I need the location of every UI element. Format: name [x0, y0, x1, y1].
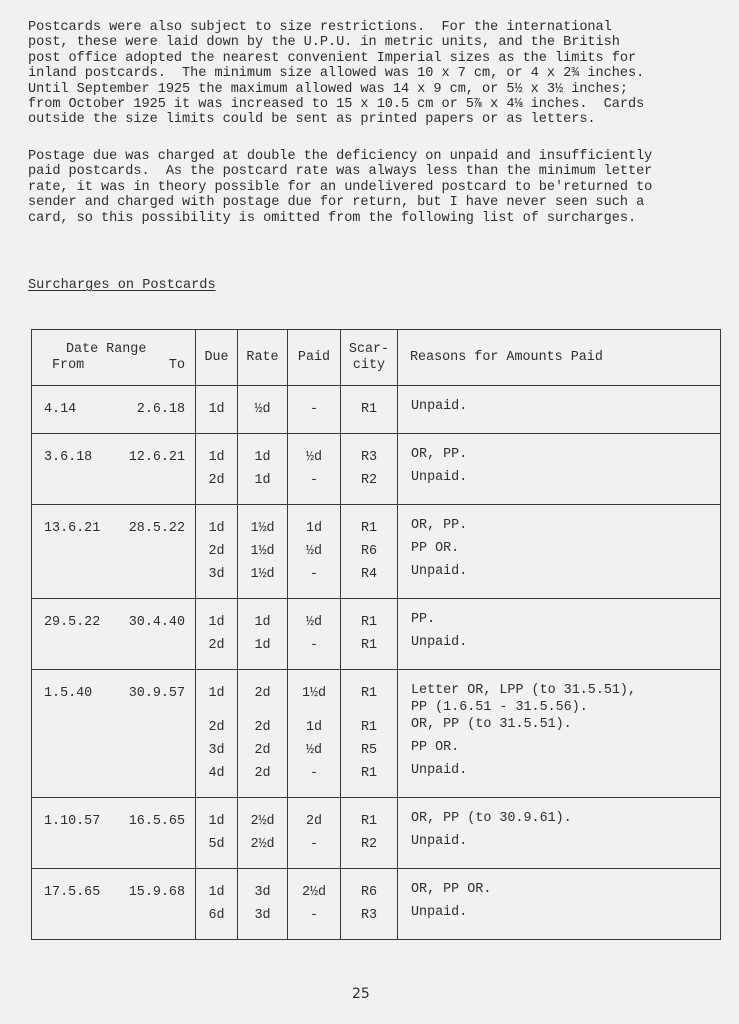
scarcity-cell: R1: [341, 716, 398, 739]
date-range-cell: [32, 670, 196, 717]
table-row: [32, 762, 721, 798]
table-row: [32, 599, 721, 635]
due-cell: 2d: [196, 634, 238, 670]
paragraph-line: outside the size limits could be sent as printed papers or as letters.: [28, 112, 596, 128]
date-range-cell: [32, 434, 196, 470]
scarcity-cell: R3: [341, 434, 398, 470]
reason-line: Unpaid.: [411, 635, 468, 650]
due-cell: 5d: [196, 833, 238, 869]
due-cell: 1d: [196, 599, 238, 635]
paid-cell: -: [288, 904, 341, 940]
page-number: 25: [352, 986, 370, 1002]
paragraph-line: paid postcards. As the postcard rate was always less than the minimum letter: [28, 164, 653, 180]
due-cell: 1d: [196, 670, 238, 717]
paid-cell: ½d: [288, 739, 341, 762]
due-cell: 1d: [196, 869, 238, 905]
table-row: [32, 670, 721, 717]
paragraph-line: post office adopted the nearest convenient Imperial sizes as the limits for: [28, 50, 637, 66]
table-row: [32, 563, 721, 599]
rate-cell: 1d: [238, 599, 288, 635]
due-cell: 3d: [196, 563, 238, 599]
reason-line: Unpaid.: [411, 470, 468, 485]
scarcity-cell: R6: [341, 540, 398, 563]
paragraph-line: from October 1925 it was increased to 15 x 10.5 cm or 5⅞ x 4⅛ inches. Cards: [28, 97, 645, 113]
date-to: 30.4.40: [128, 615, 185, 630]
table-row: [32, 833, 721, 869]
scarcity-cell: R1: [341, 634, 398, 670]
date-from: 4.14: [44, 402, 77, 417]
rate-cell: 1½d: [238, 540, 288, 563]
date-range-cell: [32, 869, 196, 905]
paid-cell: 1d: [288, 716, 341, 739]
rate-cell: 1d: [238, 634, 288, 670]
due-cell: 1d: [196, 386, 238, 434]
reason-line: OR, PP (to 30.9.61).: [411, 811, 572, 826]
reason-line: Letter OR, LPP (to 31.5.51),: [411, 683, 636, 698]
paragraph-line: sender and charged with postage due for return, but I have never seen such a: [28, 195, 645, 211]
reason-line: OR, PP (to 31.5.51).: [411, 717, 572, 732]
reason-line: PP OR.: [411, 740, 460, 755]
date-range-group: [32, 386, 721, 434]
scarcity-cell: R1: [341, 762, 398, 798]
scarcity-cell: R6: [341, 869, 398, 905]
reason-line: PP.: [411, 612, 436, 627]
date-range-group: [32, 869, 721, 940]
date-range-cell: [32, 599, 196, 635]
rate-cell: 2d: [238, 670, 288, 717]
date-range-cell: [32, 386, 196, 434]
paragraph-postage-due: [28, 149, 728, 226]
rate-cell: 2½d: [238, 798, 288, 834]
date-range-group: [32, 670, 721, 798]
due-cell: 1d: [196, 798, 238, 834]
due-cell: 2d: [196, 540, 238, 563]
date-range-cell: [32, 469, 196, 505]
date-range-cell: [32, 833, 196, 869]
scarcity-cell: R2: [341, 833, 398, 869]
paragraph-line: Postcards were also subject to size restrictions. For the international: [28, 20, 612, 35]
reason-line: Unpaid.: [411, 834, 468, 849]
reason-line: Unpaid.: [411, 399, 468, 414]
header-date-range-label: Date Range: [66, 341, 147, 357]
rate-cell: 2d: [238, 716, 288, 739]
reason-line: OR, PP OR.: [411, 882, 492, 897]
table-row: [32, 634, 721, 670]
paid-cell: 2½d: [288, 869, 341, 905]
header-reasons: Reasons for Amounts Paid: [398, 330, 721, 386]
paragraph-line: Until September 1925 the maximum allowed was 14 x 9 cm, or 5½ x 3½ inches;: [28, 81, 628, 97]
reason-line: Unpaid.: [411, 763, 468, 778]
date-range-cell: [32, 563, 196, 599]
header-date-range: [32, 330, 196, 386]
reason-line: PP (1.6.51 - 31.5.56).: [411, 700, 588, 715]
reason-cell: [398, 599, 721, 635]
reason-cell: [398, 505, 721, 541]
reason-line: Unpaid.: [411, 905, 468, 920]
rate-cell: 1½d: [238, 505, 288, 541]
reason-cell: [398, 634, 721, 670]
rate-cell: 2½d: [238, 833, 288, 869]
header-scarcity: [341, 330, 398, 386]
rate-cell: 3d: [238, 869, 288, 905]
header-rate: Rate: [238, 330, 288, 386]
paid-cell: ½d: [288, 599, 341, 635]
date-range-cell: [32, 540, 196, 563]
paid-cell: -: [288, 762, 341, 798]
date-from: 1.10.57: [44, 814, 101, 829]
header-scarcity-line1: Scar-: [348, 341, 390, 357]
rate-cell: 3d: [238, 904, 288, 940]
scarcity-cell: R3: [341, 904, 398, 940]
rate-cell: 2d: [238, 739, 288, 762]
due-cell: 1d: [196, 505, 238, 541]
paid-cell: 2d: [288, 798, 341, 834]
paid-cell: 1½d: [288, 670, 341, 717]
due-cell: 1d: [196, 434, 238, 470]
paid-cell: -: [288, 469, 341, 505]
reason-cell: [398, 869, 721, 905]
table-row: [32, 434, 721, 470]
rate-cell: ½d: [238, 386, 288, 434]
scarcity-cell: R1: [341, 599, 398, 635]
paragraph-line: post, these were laid down by the U.P.U. in metric units, and the British: [28, 35, 620, 51]
scarcity-cell: R1: [341, 505, 398, 541]
date-from: 17.5.65: [44, 885, 101, 900]
paid-cell: -: [288, 634, 341, 670]
table-row: [32, 716, 721, 739]
reason-cell: [398, 762, 721, 798]
date-to: 2.6.18: [136, 402, 185, 417]
reason-line: OR, PP.: [411, 518, 468, 533]
header-from: From: [52, 357, 85, 373]
table-row: [32, 869, 721, 905]
header-paid: Paid: [288, 330, 341, 386]
paid-cell: ½d: [288, 540, 341, 563]
paid-cell: 1d: [288, 505, 341, 541]
paragraph-size-restrictions: [28, 20, 728, 128]
due-cell: 6d: [196, 904, 238, 940]
reason-cell: [398, 798, 721, 834]
table-row: [32, 798, 721, 834]
rate-cell: 1d: [238, 469, 288, 505]
reason-cell: [398, 540, 721, 563]
date-range-group: [32, 798, 721, 869]
date-to: 28.5.22: [128, 521, 185, 536]
paragraph-line: Postage due was charged at double the deficiency on unpaid and insufficiently: [28, 149, 653, 164]
due-cell: 4d: [196, 762, 238, 798]
header-to: To: [168, 357, 185, 373]
reason-cell: [398, 434, 721, 470]
date-range-cell: [32, 505, 196, 541]
reason-cell: [398, 469, 721, 505]
paid-cell: ½d: [288, 434, 341, 470]
date-range-group: [32, 599, 721, 670]
date-range-group: [32, 505, 721, 599]
date-from: 1.5.40: [44, 686, 93, 701]
date-range-cell: [32, 739, 196, 762]
table-row: [32, 540, 721, 563]
paragraph-line: card, so this possibility is omitted from the following list of surcharges.: [28, 210, 637, 226]
reason-cell: [398, 386, 721, 434]
due-cell: 2d: [196, 469, 238, 505]
reason-cell: [398, 670, 721, 717]
reason-cell: [398, 833, 721, 869]
reason-line: PP OR.: [411, 541, 460, 556]
rate-cell: 2d: [238, 762, 288, 798]
table-heading: Surcharges on Postcards: [28, 278, 216, 293]
paragraph-line: inland postcards. The minimum size allowed was 10 x 7 cm, or 4 x 2¾ inches.: [28, 66, 645, 82]
header-due: Due: [196, 330, 238, 386]
date-to: 30.9.57: [128, 686, 185, 701]
due-cell: 3d: [196, 739, 238, 762]
table-row: [32, 739, 721, 762]
table-row: [32, 469, 721, 505]
due-cell: 2d: [196, 716, 238, 739]
scarcity-cell: R5: [341, 739, 398, 762]
rate-cell: 1½d: [238, 563, 288, 599]
date-from: 13.6.21: [44, 521, 101, 536]
paid-cell: -: [288, 563, 341, 599]
scarcity-cell: R1: [341, 386, 398, 434]
header-scarcity-line2: city: [352, 357, 386, 373]
date-range-cell: [32, 762, 196, 798]
table-row: [32, 904, 721, 940]
table-row: [32, 505, 721, 541]
date-range-cell: [32, 904, 196, 940]
reason-cell: [398, 904, 721, 940]
date-to: 16.5.65: [128, 814, 185, 829]
paid-cell: -: [288, 386, 341, 434]
date-from: 3.6.18: [44, 450, 93, 465]
reason-line: OR, PP.: [411, 447, 468, 462]
date-range-cell: [32, 716, 196, 739]
table-header-row: [32, 330, 721, 386]
paragraph-line: rate, it was in theory possible for an undelivered postcard to be'returned to: [28, 179, 653, 195]
date-range-cell: [32, 798, 196, 834]
reason-cell: [398, 563, 721, 599]
reason-cell: [398, 739, 721, 762]
scarcity-cell: R4: [341, 563, 398, 599]
reason-cell: [398, 716, 721, 739]
rate-cell: 1d: [238, 434, 288, 470]
date-to: 12.6.21: [128, 450, 185, 465]
date-range-cell: [32, 634, 196, 670]
date-from: 29.5.22: [44, 615, 101, 630]
scarcity-cell: R2: [341, 469, 398, 505]
surcharges-table: [31, 329, 721, 940]
table-row: [32, 386, 721, 434]
date-range-group: [32, 434, 721, 505]
scarcity-cell: R1: [341, 798, 398, 834]
reason-line: Unpaid.: [411, 564, 468, 579]
scarcity-cell: R1: [341, 670, 398, 717]
paid-cell: -: [288, 833, 341, 869]
date-to: 15.9.68: [128, 885, 185, 900]
